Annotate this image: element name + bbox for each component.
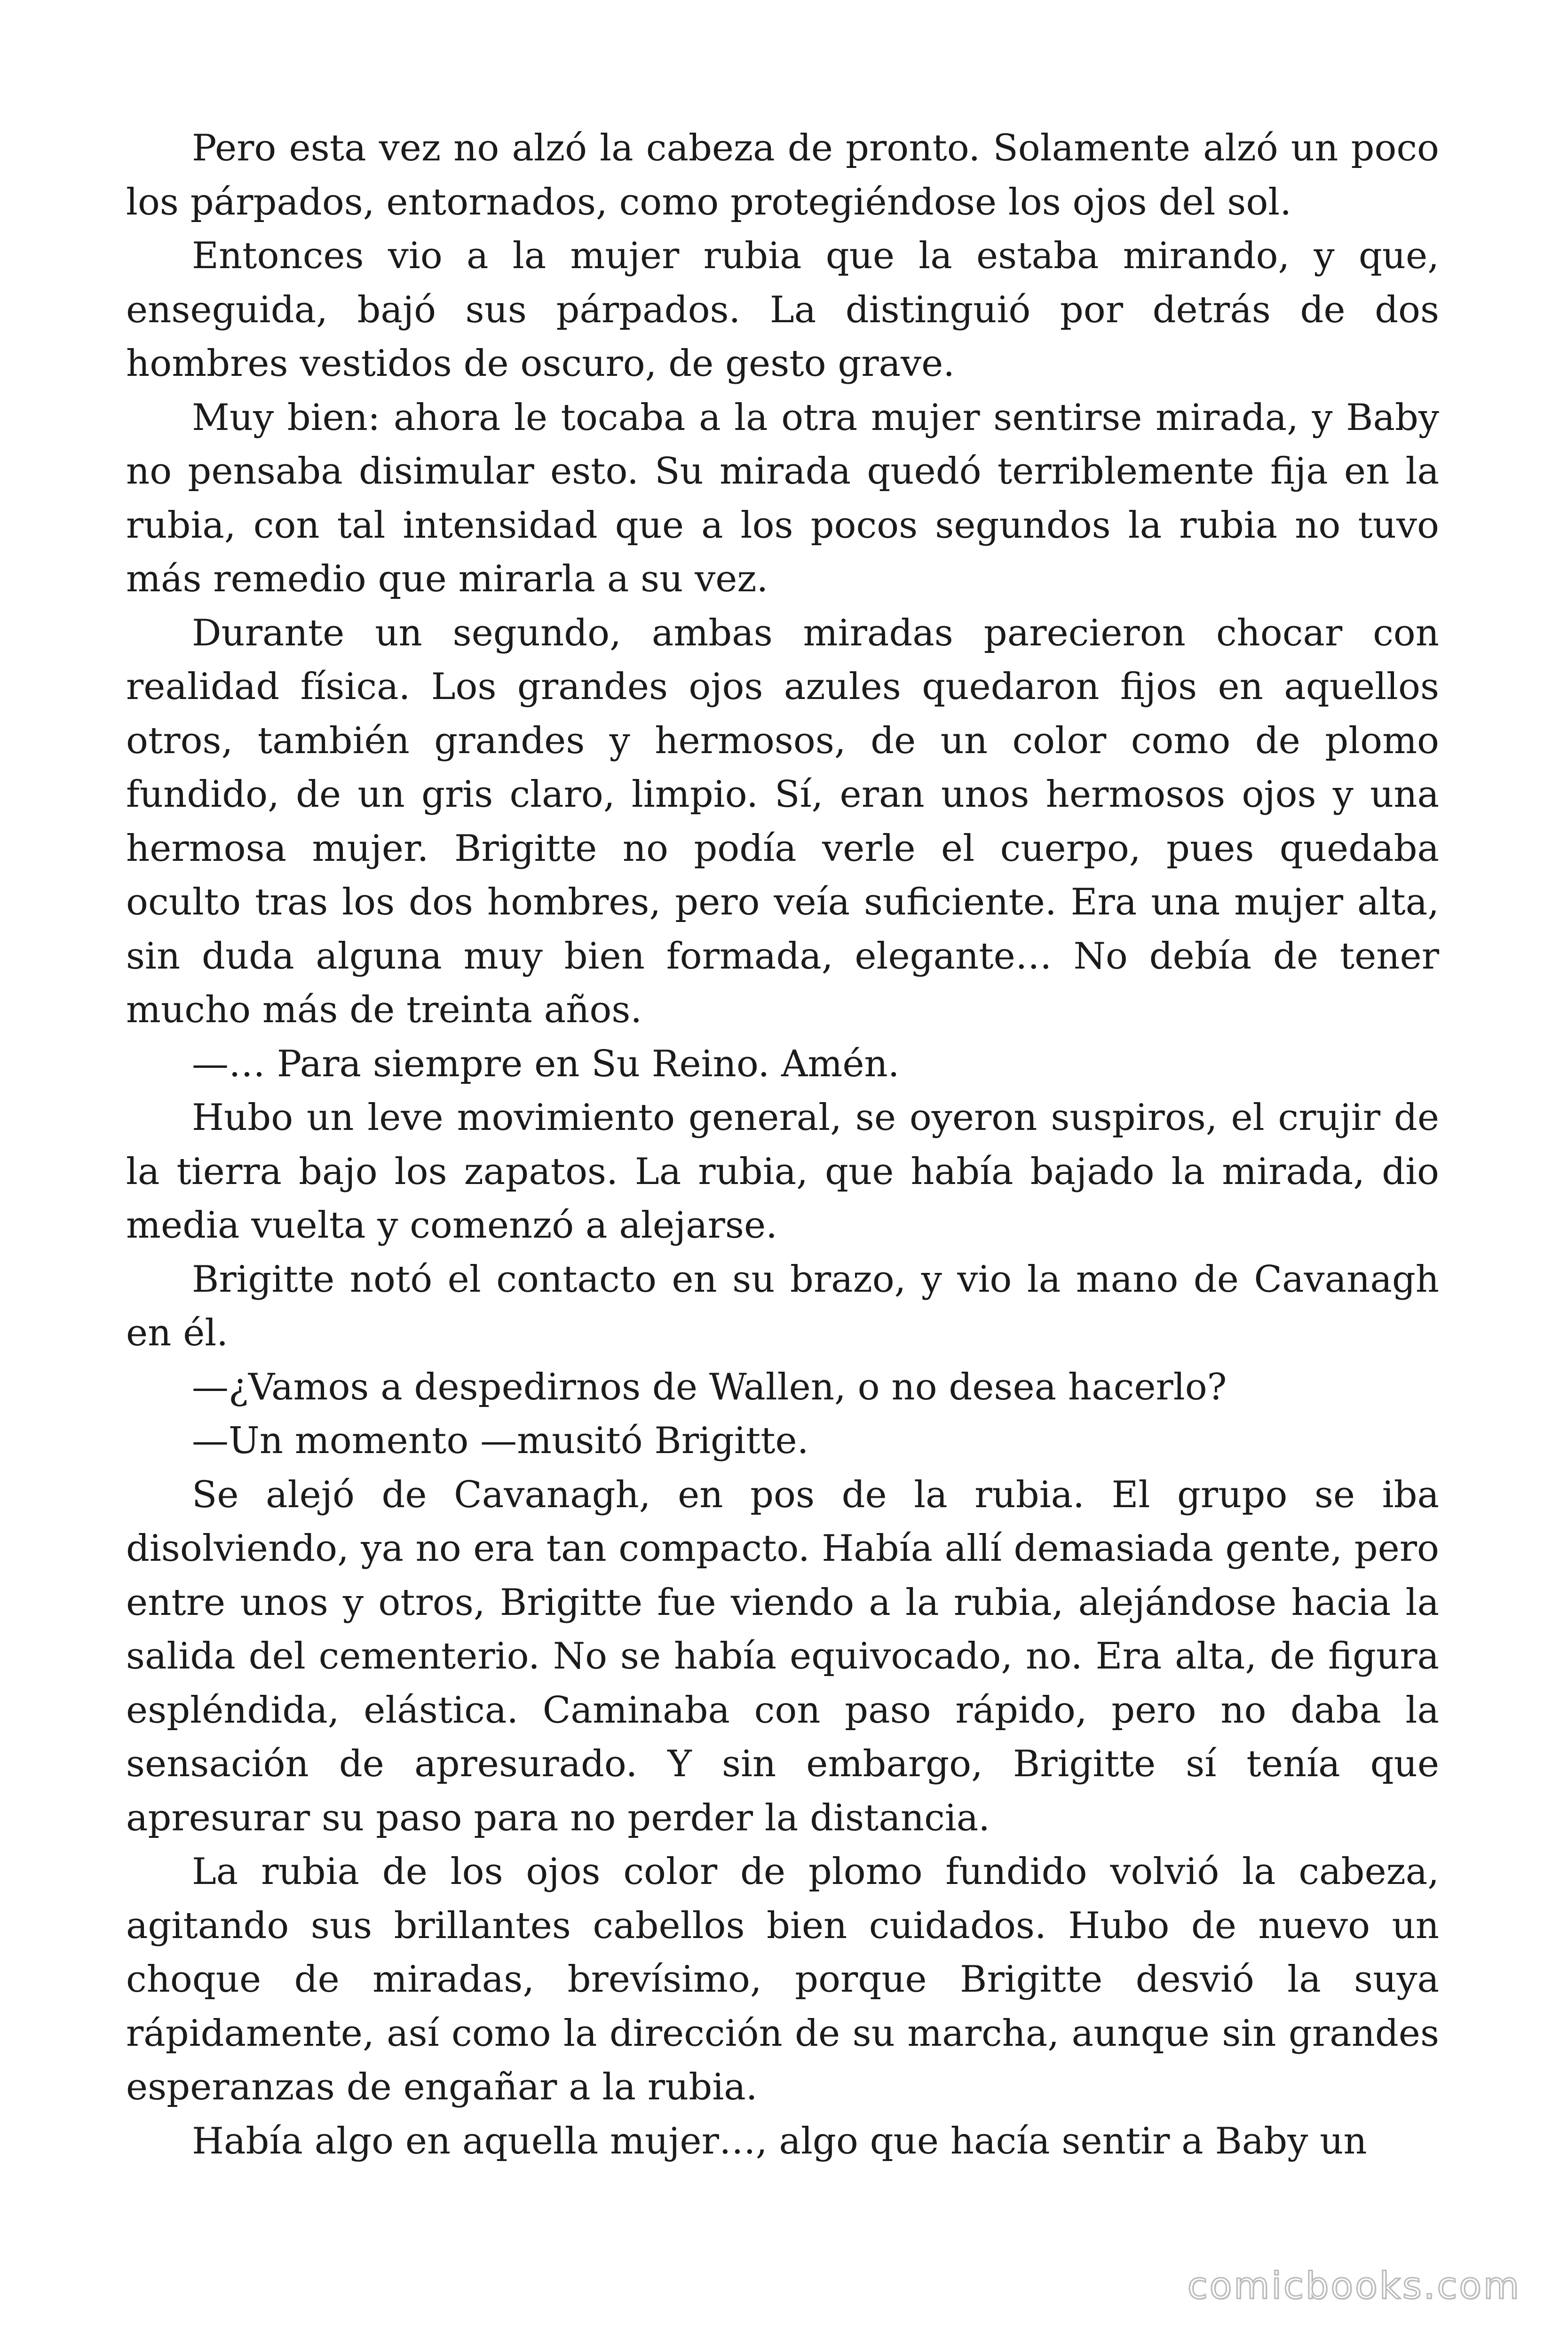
watermark: comicbooks.com bbox=[1187, 2265, 1521, 2307]
paragraph: Había algo en aquella mujer…, algo que hacía sentir a Baby un bbox=[192, 2120, 1367, 2162]
paragraph: La rubia de los ojos color de plomo fundido volvió la cabeza, agitando sus brillantes cabellos bien cuidados. Hubo de nuevo un choque de miradas, brevísimo, porque Brigitte desvió la suya rápidamente, así como la dirección de su marcha, aunque sin grandes esperanzas de engañar a la rubia. bbox=[126, 1851, 1439, 2108]
paragraph: Hubo un leve movimiento general, se oyeron suspiros, el crujir de la tierra bajo los zapatos. La rubia, que había bajado la mirada, dio media vuelta y comenzó a alejarse. bbox=[126, 1097, 1439, 1247]
paragraph: Pero esta vez no alzó la cabeza de pronto. Solamente alzó un poco los párpados, entornados, como protegiéndose los ojos del sol. bbox=[126, 127, 1439, 223]
page-body bbox=[126, 121, 1439, 2168]
paragraph: Brigitte notó el contacto en su brazo, y vio la mano de Cavanagh en él. bbox=[126, 1258, 1439, 1354]
paragraph: Muy bien: ahora le tocaba a la otra mujer sentirse mirada, y Baby no pensaba disimular esto. Su mirada quedó terriblemente fija en la rubia, con tal intensidad que a los pocos segundos la rubia no tuvo más remedio que mirarla a su vez. bbox=[126, 396, 1439, 600]
paragraph: Se alejó de Cavanagh, en pos de la rubia. El grupo se iba disolviendo, ya no era tan compacto. Había allí demasiada gente, pero entre unos y otros, Brigitte fue viendo a la rubia, alejándose hacia la salida del cementerio. No se había equivocado, no. Era alta, de figura espléndida, elástica. Caminaba con paso rápido, pero no daba la sensación de apresurado. Y sin embargo, Brigitte sí tenía que apresurar su paso para no perder la distancia. bbox=[126, 1473, 1439, 1839]
paragraph: —¿Vamos a despedirnos de Wallen, o no desea hacerlo? bbox=[192, 1366, 1227, 1408]
paragraph: Durante un segundo, ambas miradas parecieron chocar con realidad física. Los grandes ojos azules quedaron fijos en aquellos otros, también grandes y hermosos, de un color como de plomo fundido, de un gris claro, limpio. Sí, eran unos hermosos ojos y una hermosa mujer. Brigitte no podía verle el cuerpo, pues quedaba oculto tras los dos hombres, pero veía suficiente. Era una mujer alta, sin duda alguna muy bien formada, elegante… No debía de tener mucho más de treinta años. bbox=[126, 612, 1439, 1031]
paragraph: —Un momento —musitó Brigitte. bbox=[192, 1420, 809, 1462]
paragraph: —… Para siempre en Su Reino. Amén. bbox=[192, 1042, 900, 1085]
paragraph: Entonces vio a la mujer rubia que la estaba mirando, y que, enseguida, bajó sus párpados. La distinguió por detrás de dos hombres vestidos de oscuro, de gesto grave. bbox=[126, 235, 1439, 385]
